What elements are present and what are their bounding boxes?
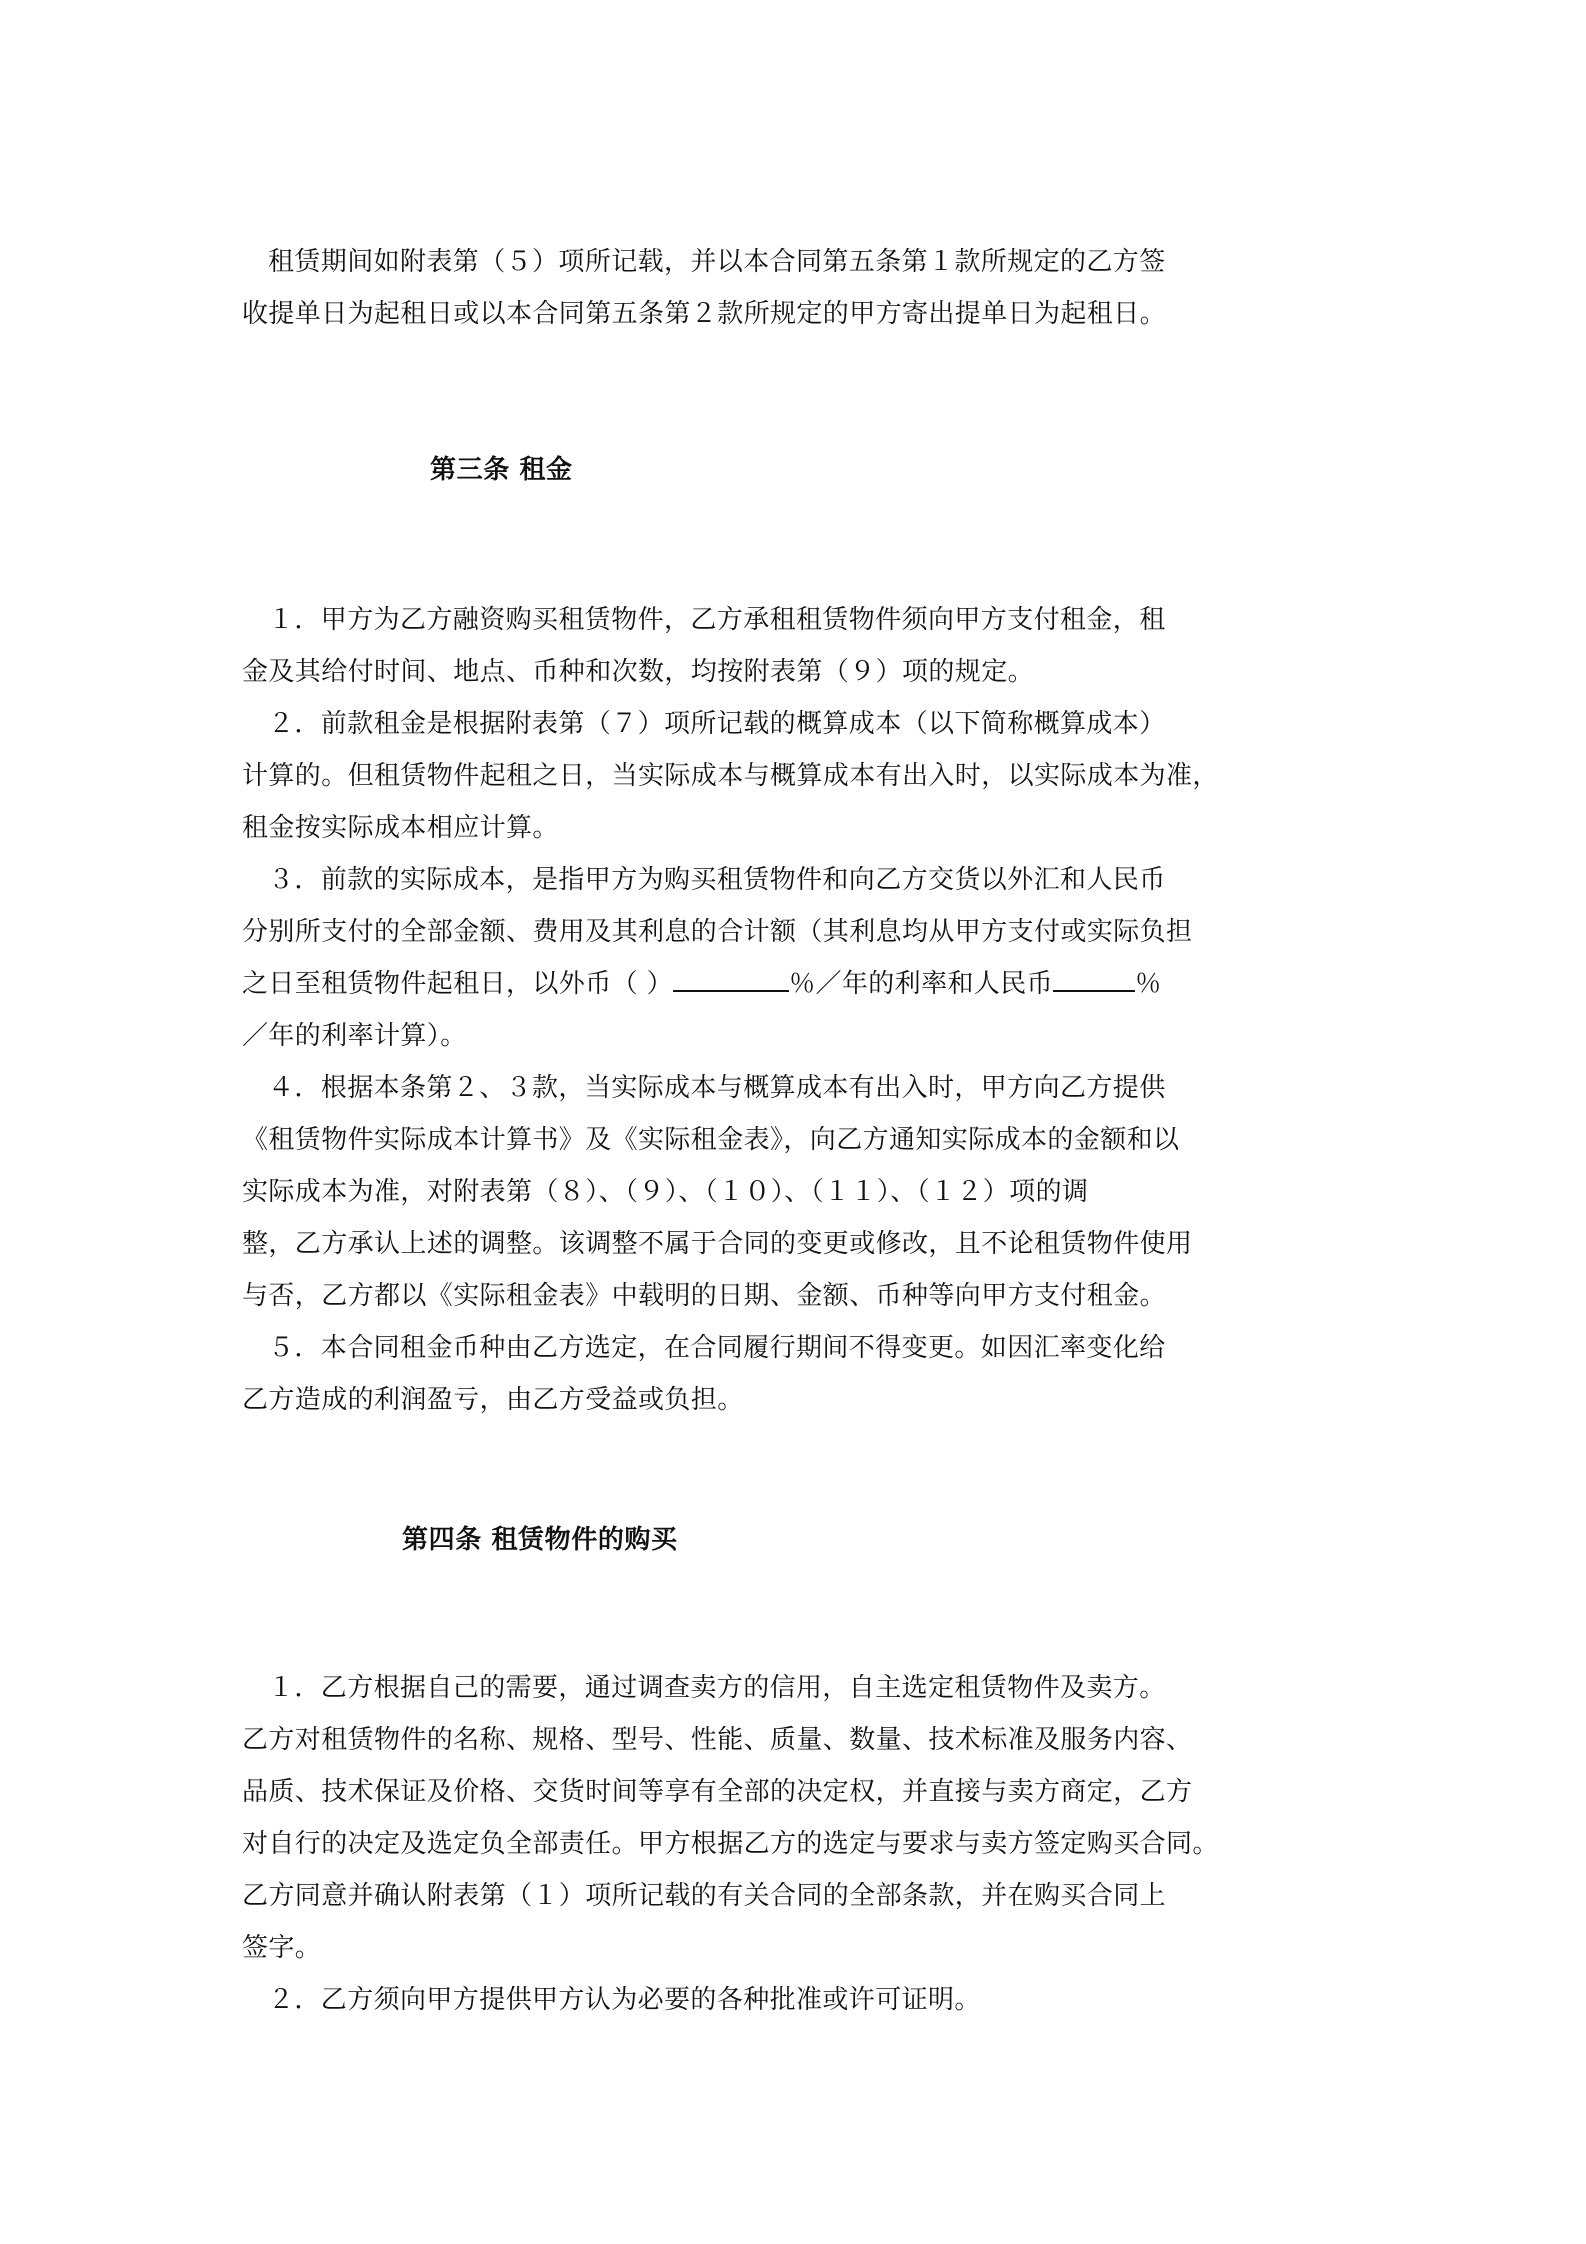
article-3-line-9: 《租赁物件实际成本计算书》及《实际租金表》，向乙方通知实际成本的金额和以	[242, 1125, 1180, 1155]
article-3-line-4: 计算的。但租赁物件起租之日，当实际成本与概算成本有出入时，以实际成本为准，	[242, 761, 1219, 791]
article-3-line-13: ５．本合同租金币种由乙方选定，在合同履行期间不得变更。如因汇率变化给	[268, 1333, 1166, 1363]
rate-text-b: ％／年的利率和人民币	[789, 969, 1054, 999]
article-3-heading: 第三条 租金	[430, 455, 573, 485]
article-3-line-2: 金及其给付时间、地点、币种和次数，均按附表第（９）项的规定。	[242, 657, 1035, 687]
article-3-rate-end: ／年的利率计算）。	[242, 1021, 467, 1051]
article-3-line-14: 乙方造成的利润盈亏，由乙方受益或负担。	[242, 1385, 744, 1415]
article-4-line-5: 乙方同意并确认附表第（１）项所记载的有关合同的全部条款，并在购买合同上	[242, 1881, 1167, 1911]
article-3-line-10: 实际成本为准，对附表第（８）、（９）、（１０）、（１１）、（１２）项的调	[242, 1177, 1089, 1207]
rate-text-c: ％	[1135, 969, 1162, 999]
article-4-line-7: ２．乙方须向甲方提供甲方认为必要的各种批准或许可证明。	[268, 1985, 981, 2015]
intro-line-1: 租赁期间如附表第（５）项所记载，并以本合同第五条第１款所规定的乙方签	[268, 247, 1166, 277]
article-3-line-12: 与否，乙方都以《实际租金表》中载明的日期、金额、币种等向甲方支付租金。	[242, 1281, 1167, 1311]
article-3-line-7: 分别所支付的全部金额、费用及其利息的合计额（其利息均从甲方支付或实际负担	[242, 917, 1193, 947]
article-4-line-2: 乙方对租赁物件的名称、规格、型号、性能、质量、数量、技术标准及服务内容、	[242, 1725, 1193, 1755]
foreign-rate-blank	[673, 968, 789, 992]
rate-text-a: 之日至租赁物件起租日，以外币（ ）	[242, 969, 674, 999]
article-3-line-11: 整，乙方承认上述的调整。该调整不属于合同的变更或修改，且不论租赁物件使用	[242, 1229, 1193, 1259]
article-4-heading: 第四条 租赁物件的购买	[402, 1525, 678, 1555]
article-3-line-3: ２．前款租金是根据附表第（７）项所记载的概算成本（以下简称概算成本）	[268, 709, 1166, 739]
article-3-line-8: ４．根据本条第２、３款，当实际成本与概算成本有出入时，甲方向乙方提供	[268, 1073, 1166, 1103]
intro-line-2: 收提单日为起租日或以本合同第五条第２款所规定的甲方寄出提单日为起租日。	[242, 299, 1167, 329]
article-4-line-1: １．乙方根据自己的需要，通过调查卖方的信用，自主选定租赁物件及卖方。	[268, 1673, 1166, 1703]
rmb-rate-blank	[1053, 968, 1135, 992]
article-3-line-1: １．甲方为乙方融资购买租赁物件，乙方承租租赁物件须向甲方支付租金，租	[268, 605, 1166, 635]
article-3-line-6: ３．前款的实际成本，是指甲方为购买租赁物件和向乙方交货以外汇和人民币	[268, 865, 1166, 895]
article-4-line-6: 签字。	[242, 1933, 322, 1963]
article-3-rate-line	[242, 966, 1162, 1002]
article-4-line-4: 对自行的决定及选定负全部责任。甲方根据乙方的选定与要求与卖方签定购买合同。	[242, 1829, 1219, 1859]
article-4-line-3: 品质、技术保证及价格、交货时间等享有全部的决定权，并直接与卖方商定，乙方	[242, 1777, 1193, 1807]
article-3-line-5: 租金按实际成本相应计算。	[242, 813, 559, 843]
